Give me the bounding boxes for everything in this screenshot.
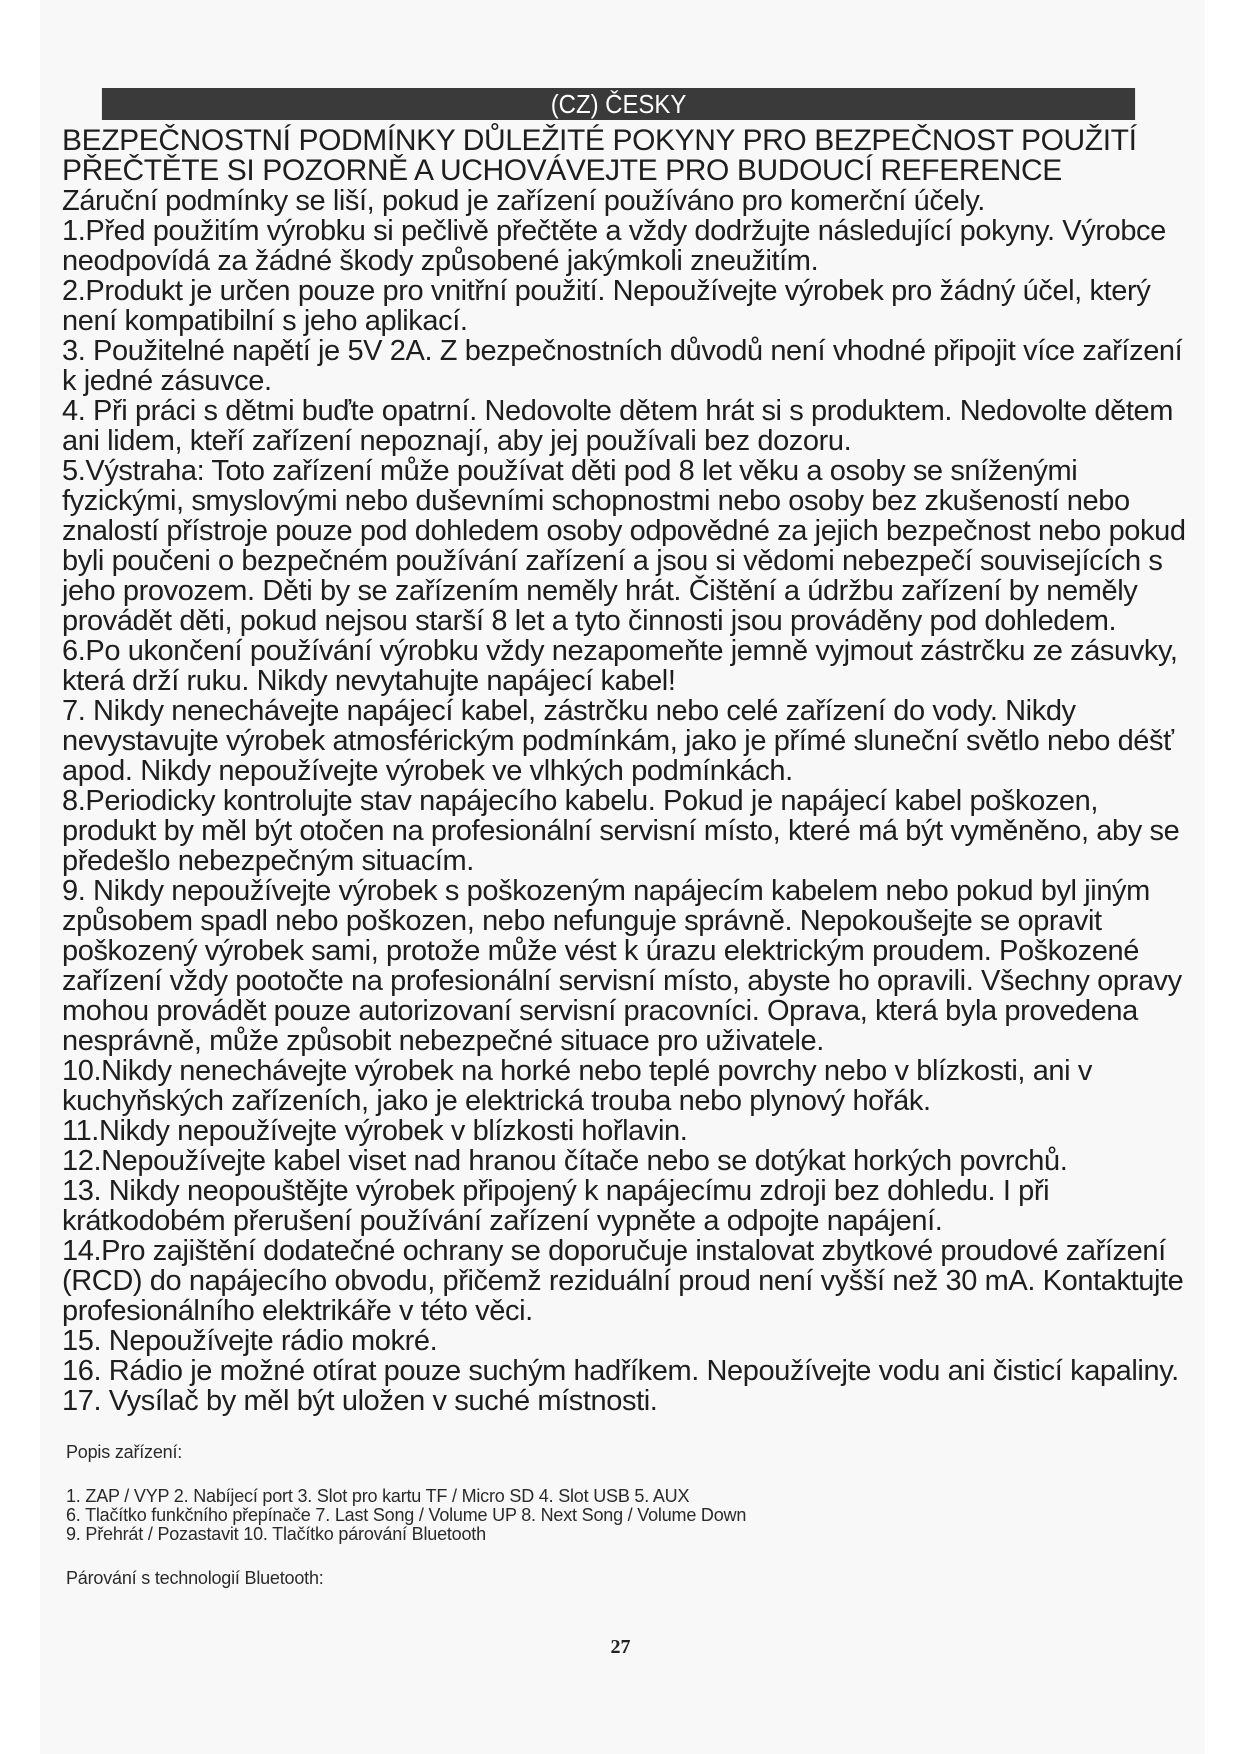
instruction-6: 6.Po ukončení používání výrobku vždy nezapomeňte jemně vyjmout zástrčku ze zásuvky, která drží ruku. Nikdy nevytahujte napájecí kabel! bbox=[62, 635, 1178, 697]
instruction-11: 11.Nikdy nepoužívejte výrobek v blízkosti hořlavin. bbox=[62, 1115, 688, 1147]
instruction-5: 5.Výstraha: Toto zařízení může používat děti pod 8 let věku a osoby se sníženými fyzickými, smyslovými nebo duševními schopnostmi nebo osoby bez zkušeností nebo znalostí přístroje pouze pod dohledem osoby odpovědné za jejich bezpečnost nebo pokud byli poučeni o bezpečném používání zařízení a jsou si vědomi nebezpečí souvisejících s jeho provozem. Děti by se zařízením neměly hrát. Čištění a údržbu zařízení by neměly provádět děti, pokud nejsou starší 8 let a tyto činnosti jsou prováděny pod dohledem. bbox=[62, 455, 1186, 637]
page-number: 27 bbox=[610, 1636, 631, 1658]
heading-safety: BEZPEČNOSTNÍ PODMÍNKY DŮLEŽITÉ POKYNY PRO BEZPEČNOST POUŽITÍ bbox=[62, 124, 1137, 157]
instruction-15: 15. Nepoužívejte rádio mokré. bbox=[62, 1325, 438, 1357]
device-description-title: Popis zařízení: bbox=[66, 1442, 183, 1462]
device-line-3: 9. Přehrát / Pozastavit 10. Tlačítko párování Bluetooth bbox=[66, 1524, 486, 1544]
device-line-1: 1. ZAP / VYP 2. Nabíjecí port 3. Slot pro kartu TF / Micro SD 4. Slot USB 5. AUX bbox=[66, 1486, 690, 1506]
instruction-7: 7. Nikdy nenechávejte napájecí kabel, zástrčku nebo celé zařízení do vody. Nikdy nevystavujte výrobek atmosférickým podmínkám, jako je přímé sluneční světlo nebo déšť apod. Nikdy nepoužívejte výrobek ve vlhkých podmínkách. bbox=[62, 695, 1174, 787]
instruction-12: 12.Nepoužívejte kabel viset nad hranou čítače nebo se dotýkat horkých povrchů. bbox=[62, 1145, 1068, 1177]
instruction-9: 9. Nikdy nepoužívejte výrobek s poškozeným napájecím kabelem nebo pokud byl jiným způsobem spadl nebo poškozen, nebo nefunguje správně. Nepokoušejte se opravit poškozený výrobek sami, protože může vést k úrazu elektrickým proudem. Poškozené zařízení vždy pootočte na profesionální servisní místo, abyste ho opravili. Všechny opravy mohou provádět pouze autorizovaní servisní pracovníci. Oprava, která byla provedena nesprávně, může způsobit nebezpečné situace pro uživatele. bbox=[62, 875, 1182, 1057]
instruction-1: 1.Před použitím výrobku si pečlivě přečtěte a vždy dodržujte následující pokyny. Výrobce neodpovídá za žádné škody způsobené jakýmkoli zneužitím. bbox=[62, 215, 1166, 277]
paragraph-warranty: Záruční podmínky se liší, pokud je zařízení používáno pro komerční účely. bbox=[62, 185, 985, 217]
instruction-14: 14.Pro zajištění dodatečné ochrany se doporučuje instalovat zbytkové proudové zařízení (RCD) do napájecího obvodu, přičemž reziduální proud není vyšší než 30 mA. Kontaktujte profesionálního elektrikáře v této věci. bbox=[62, 1235, 1184, 1327]
instruction-8: 8.Periodicky kontrolujte stav napájecího kabelu. Pokud je napájecí kabel poškozen, produkt by měl být otočen na profesionální servisní místo, které má být vyměněno, aby se předešlo nebezpečným situacím. bbox=[62, 785, 1180, 877]
instruction-2: 2.Produkt je určen pouze pro vnitřní použití. Nepoužívejte výrobek pro žádný účel, který není kompatibilní s jeho aplikací. bbox=[62, 275, 1151, 337]
safety-instructions bbox=[62, 126, 1192, 1416]
instruction-16: 16. Rádio je možné otírat pouze suchým hadříkem. Nepoužívejte vodu ani čisticí kapaliny. bbox=[62, 1355, 1179, 1387]
instruction-4: 4. Při práci s dětmi buďte opatrní. Nedovolte dětem hrát si s produktem. Nedovolte dětem ani lidem, kteří zařízení nepoznají, aby jej používali bez dozoru. bbox=[62, 395, 1173, 457]
device-description-list bbox=[66, 1487, 746, 1544]
instruction-10: 10.Nikdy nenechávejte výrobek na horké nebo teplé povrchy nebo v blízkosti, ani v kuchyňských zařízeních, jako je elektrická trouba nebo plynový hořák. bbox=[62, 1055, 1092, 1117]
instruction-13: 13. Nikdy neopouštějte výrobek připojený k napájecímu zdroji bez dohledu. I při krátkodobém přerušení používání zařízení vypněte a odpojte napájení. bbox=[62, 1175, 1050, 1237]
language-header-bar: (CZ) ČESKY bbox=[102, 88, 1135, 120]
bluetooth-pairing-title: Párování s technologií Bluetooth: bbox=[66, 1568, 324, 1588]
instruction-3: 3. Použitelné napětí je 5V 2A. Z bezpečnostních důvodů není vhodné připojit více zařízení k jedné zásuvce. bbox=[62, 335, 1183, 397]
heading-read-carefully: PŘEČTĚTE SI POZORNĚ A UCHOVÁVEJTE PRO BUDOUCÍ REFERENCE bbox=[62, 154, 1062, 187]
device-line-2: 6. Tlačítko funkčního přepínače 7. Last Song / Volume UP 8. Next Song / Volume Down bbox=[66, 1505, 747, 1525]
instruction-17: 17. Vysílač by měl být uložen v suché místnosti. bbox=[62, 1385, 658, 1417]
